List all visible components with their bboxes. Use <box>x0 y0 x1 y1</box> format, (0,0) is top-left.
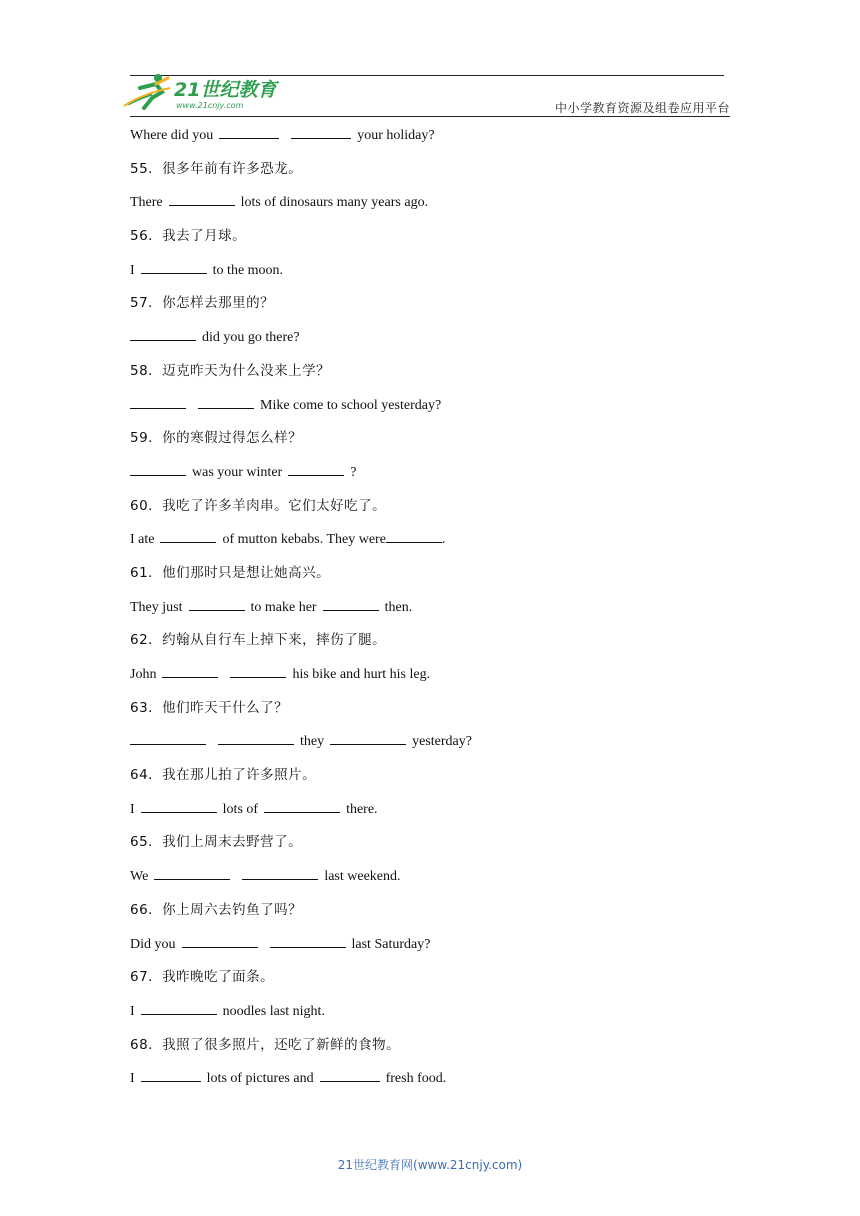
answer-blank[interactable] <box>162 663 218 678</box>
question-line-55: 55．很多年前有许多恐龙。 <box>130 160 303 177</box>
question-line-57: 57．你怎样去那里的？ <box>130 295 275 312</box>
header-rule-bottom <box>130 116 730 117</box>
answer-line-56: I to the moon. <box>130 259 730 293</box>
answer-line-63: they yesterday? <box>130 730 730 764</box>
answer-line-60: I ate of mutton kebabs. They were . <box>130 528 730 562</box>
answer-line-67: I noodles last night. <box>130 1000 730 1034</box>
logo-title: 21世纪教育 <box>174 79 277 101</box>
question-line-63: 63．他们昨天干什么了？ <box>130 699 289 716</box>
answer-blank[interactable] <box>230 663 286 678</box>
answer-line-59: was your winter ? <box>130 461 730 495</box>
question-line-59: 59．你的寒假过得怎么样？ <box>130 430 303 447</box>
answer-blank[interactable] <box>141 259 207 274</box>
answer-line-54: Where did you your holiday? <box>130 124 730 158</box>
question-line-64: 64．我在那儿拍了许多照片。 <box>130 767 317 784</box>
answer-line-62: John his bike and hurt his leg. <box>130 663 730 697</box>
answer-line-66: Did you last Saturday? <box>130 933 730 967</box>
header-platform-title: 中小学教育资源及组卷应用平台 <box>554 101 730 115</box>
answer-blank[interactable] <box>130 461 186 476</box>
answer-blank[interactable] <box>288 461 344 476</box>
answer-line-58: Mike come to school yesterday? <box>130 394 730 428</box>
answer-blank[interactable] <box>130 394 186 409</box>
answer-blank[interactable] <box>386 528 442 543</box>
answer-blank[interactable] <box>320 1067 380 1082</box>
answer-line-68: I lots of pictures and fresh food. <box>130 1067 730 1101</box>
answer-blank[interactable] <box>330 730 406 745</box>
question-line-61: 61．他们那时只是想让她高兴。 <box>130 564 331 581</box>
answer-blank[interactable] <box>154 865 230 880</box>
answer-line-64: I lots of there. <box>130 798 730 832</box>
answer-blank[interactable] <box>169 191 235 206</box>
answer-blank[interactable] <box>270 933 346 948</box>
answer-blank[interactable] <box>198 394 254 409</box>
question-line-66: 66．你上周六去钓鱼了吗？ <box>130 901 303 918</box>
footer-site-link[interactable]: 21世纪教育网(www.21cnjy.com) <box>337 1158 523 1172</box>
logo-url: www.21cnjy.com <box>176 101 244 110</box>
answer-blank[interactable] <box>130 730 206 745</box>
logo <box>122 68 292 114</box>
answer-blank[interactable] <box>141 1000 217 1015</box>
answer-blank[interactable] <box>218 730 294 745</box>
answer-blank[interactable] <box>323 596 379 611</box>
runner-icon <box>124 74 170 108</box>
answer-line-61: They just to make her then. <box>130 596 730 630</box>
question-line-60: 60．我吃了许多羊肉串。它们太好吃了。 <box>130 497 387 514</box>
answer-blank[interactable] <box>141 1067 201 1082</box>
answer-blank[interactable] <box>189 596 245 611</box>
answer-line-55: There lots of dinosaurs many years ago. <box>130 191 730 225</box>
answer-blank[interactable] <box>160 528 216 543</box>
question-line-62: 62．约翰从自行车上掉下来，摔伤了腿。 <box>130 632 387 649</box>
question-line-58: 58．迈克昨天为什么没来上学？ <box>130 362 331 379</box>
answer-blank[interactable] <box>182 933 258 948</box>
question-line-67: 67．我昨晚吃了面条。 <box>130 969 275 986</box>
answer-blank[interactable] <box>242 865 318 880</box>
answer-blank[interactable] <box>219 124 279 139</box>
question-line-65: 65．我们上周末去野营了。 <box>130 834 303 851</box>
exercise-list <box>130 124 730 1101</box>
answer-blank[interactable] <box>141 798 217 813</box>
answer-blank[interactable] <box>130 326 196 341</box>
answer-line-65: We last weekend. <box>130 865 730 899</box>
answer-blank[interactable] <box>264 798 340 813</box>
answer-blank[interactable] <box>291 124 351 139</box>
question-line-56: 56．我去了月球。 <box>130 228 247 245</box>
question-line-68: 68．我照了很多照片，还吃了新鲜的食物。 <box>130 1036 401 1053</box>
answer-line-57: did you go there? <box>130 326 730 360</box>
